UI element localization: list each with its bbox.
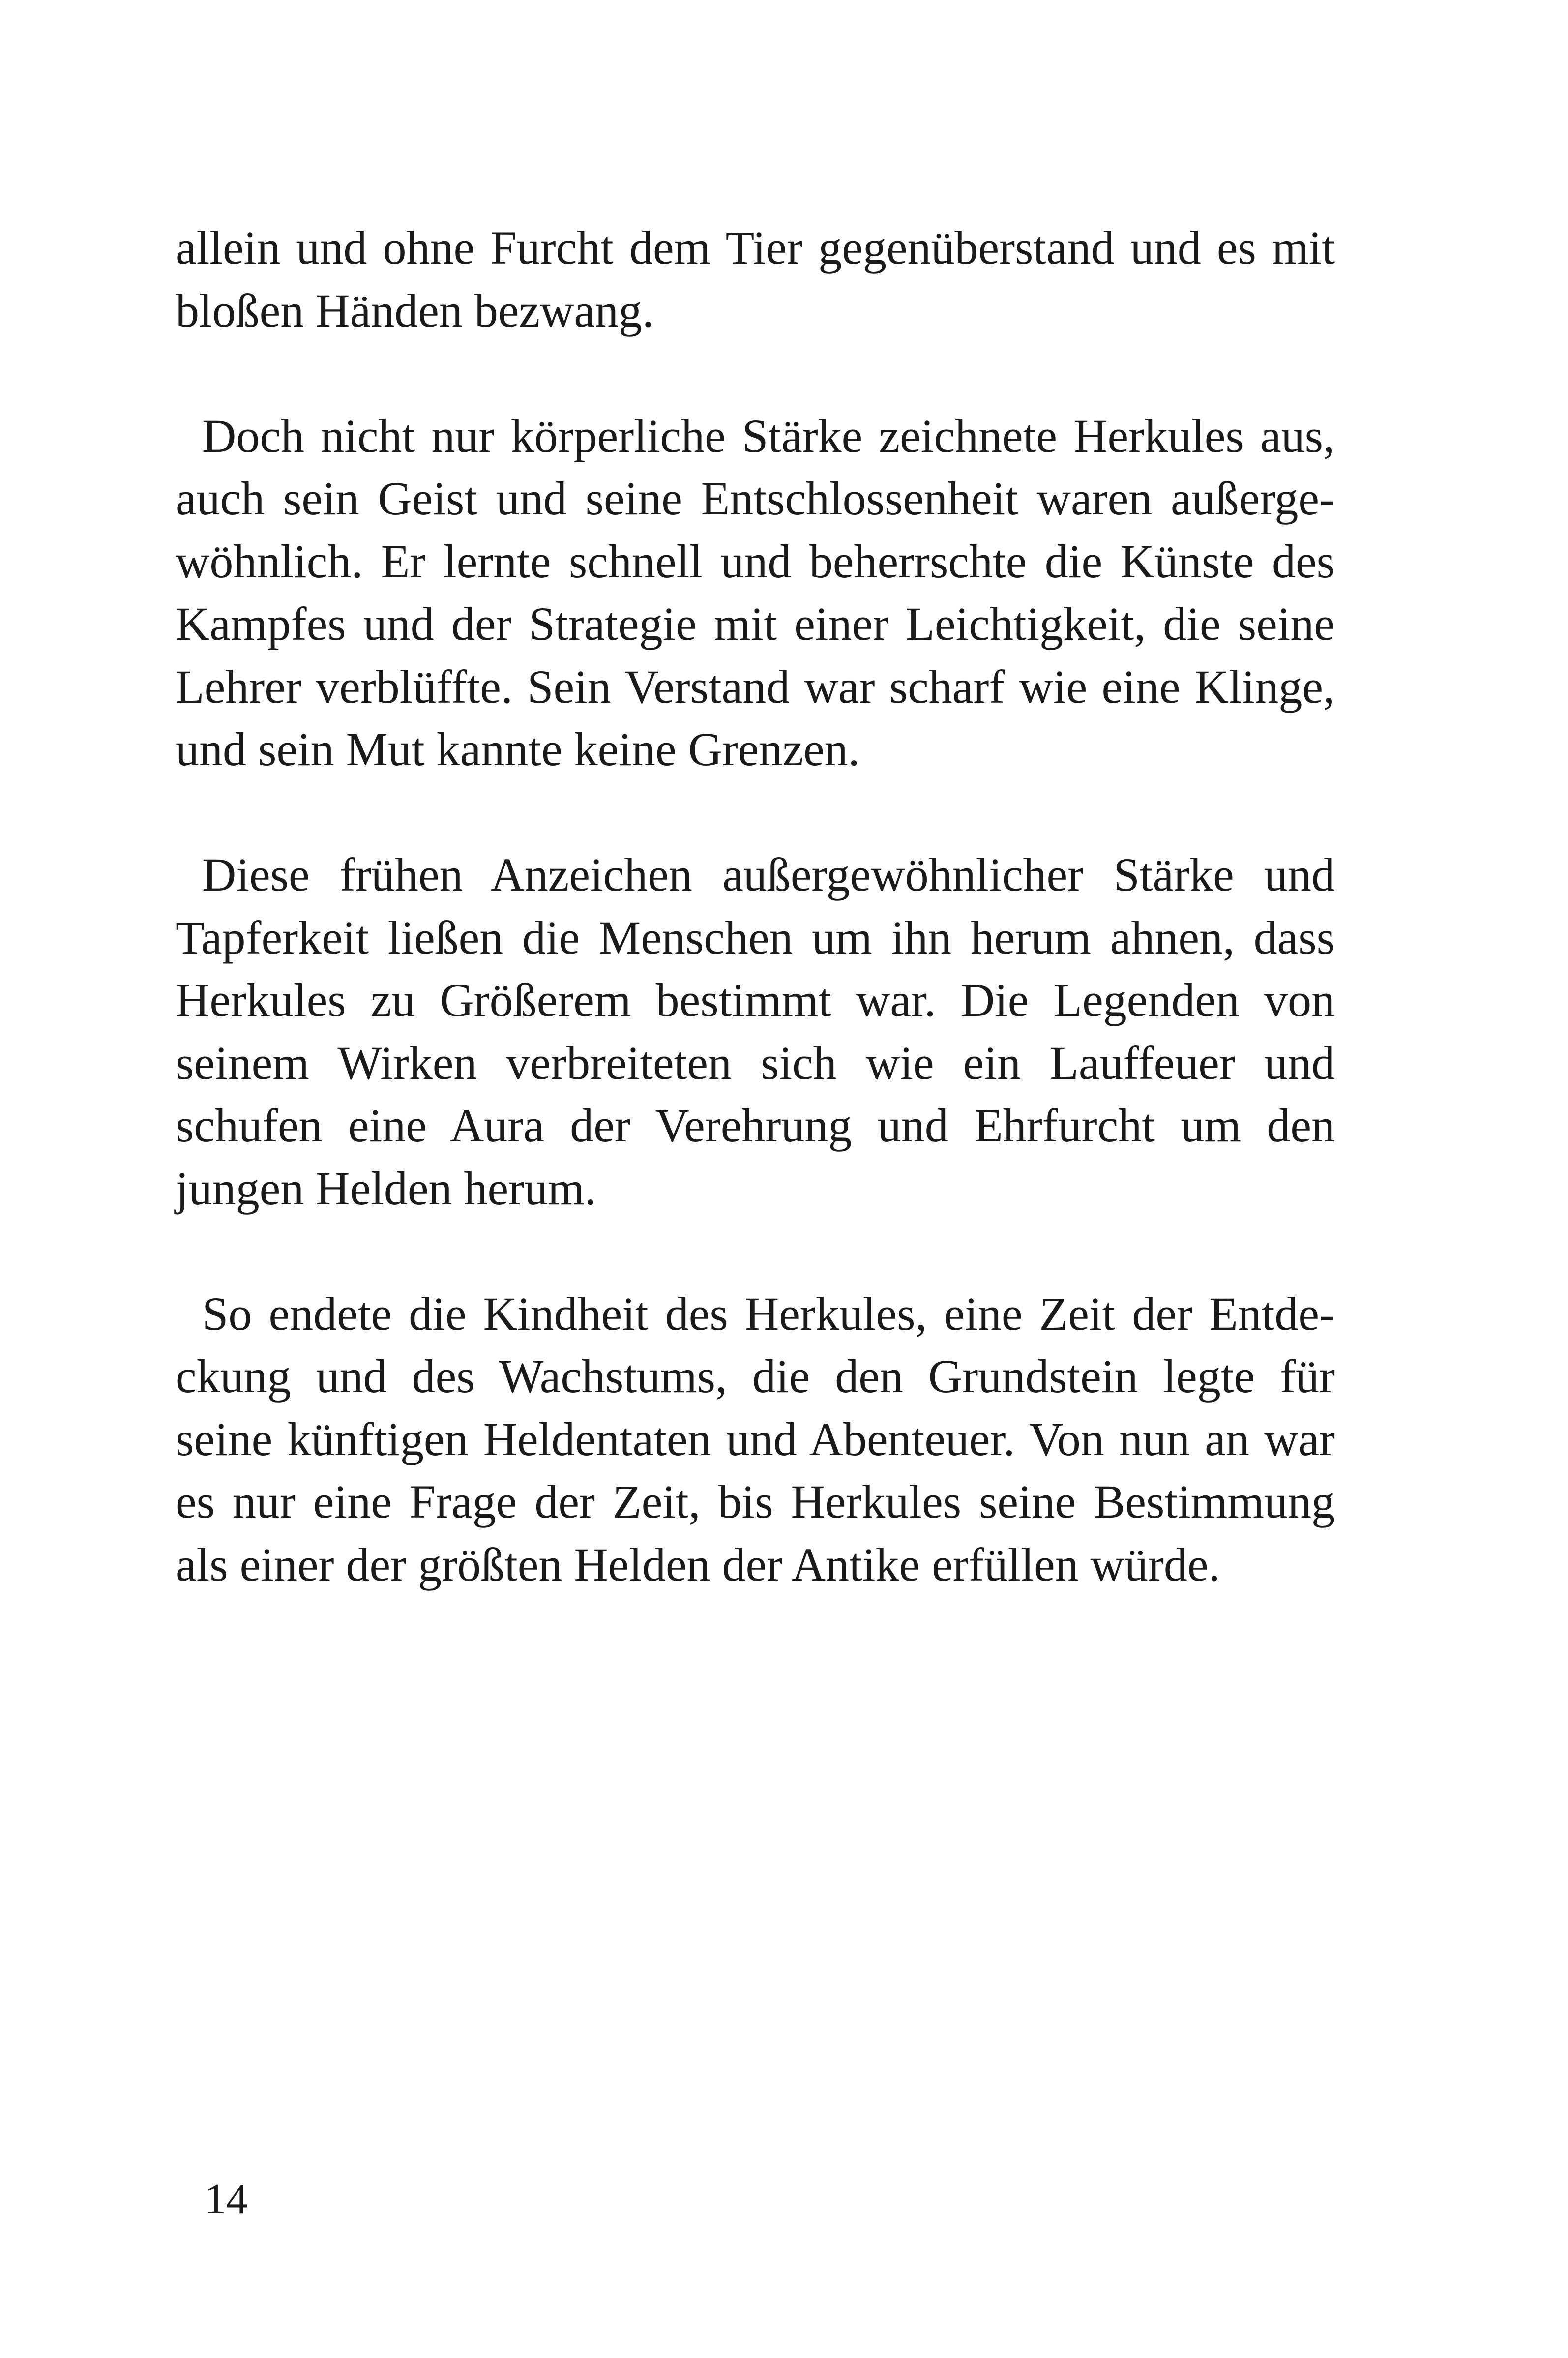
paragraph-early-signs: Diese frühen Anzeichen außergewöhnlicher Stärke und Tapferkeit ließen die Menschen um ihn herum ahnen, dass Herkules zu Größerem bestimmt war. Die Legenden von seinem Wirken verbreiteten sich wie ein Lauffeuer und schufen eine Aura der Verehrung und Ehrfurcht um den jungen Helden herum. <box>176 848 1335 1215</box>
paragraph-continuation: allein und ohne Furcht dem Tier gegenüberstand und es mit bloßen Händen bezwang. <box>176 221 1335 337</box>
paragraph-strength-mind: Doch nicht nur körperliche Stärke zeichnete Herkules aus, auch sein Geist und seine Entschlossenheit waren außergewöhnlich. Er lernte schnell und beherrschte die Künste des Kampfes und der Strategie mit einer Leichtigkeit, die seine Lehrer verblüffte. Sein Verstand war scharf wie eine Klinge, und sein Mut kannte keine Grenzen. <box>176 409 1335 776</box>
body-text <box>176 216 1335 1659</box>
page-number: 14 <box>205 2176 248 2223</box>
paragraph-childhood-end: So endete die Kindheit des Herkules, eine Zeit der Entdeckung und des Wachstums, die den Grundstein legte für seine künftigen Heldentaten und Abenteuer. Von nun an war es nur eine Frage der Zeit, bis Herkules seine Bestimmung als einer der größten Helden der Antike erfüllen würde. <box>176 1287 1335 1591</box>
